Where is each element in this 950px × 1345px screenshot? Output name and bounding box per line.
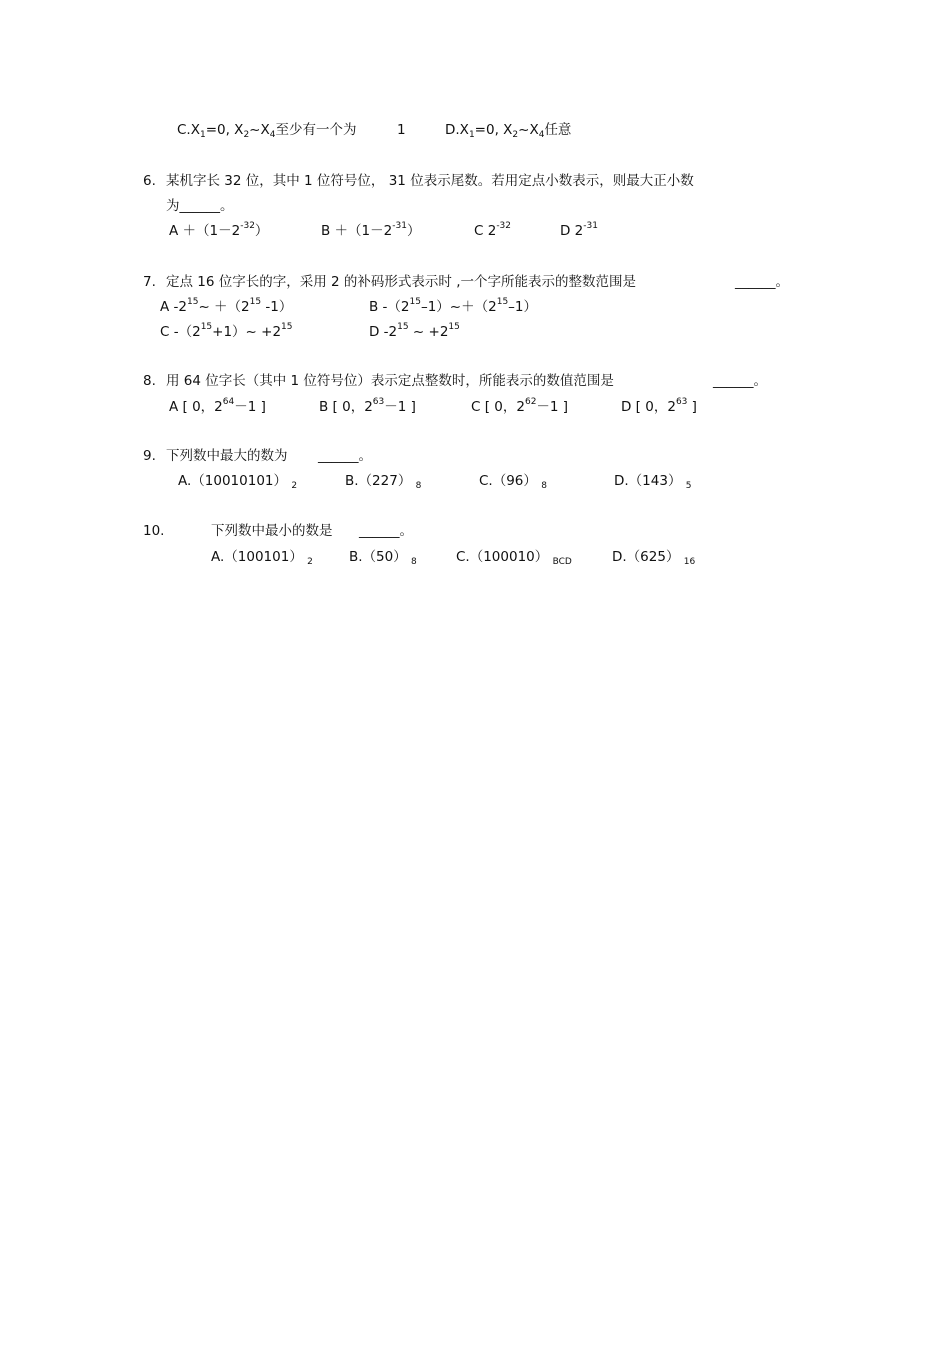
q10-option-d xyxy=(612,549,695,565)
q8-option-d xyxy=(621,399,697,415)
subscript: 8 xyxy=(415,481,422,491)
text: ） xyxy=(406,223,421,239)
text: A.（10010101） xyxy=(178,473,288,489)
text: D -2 xyxy=(369,324,398,340)
q6-option-b xyxy=(321,223,420,239)
text: D 2 xyxy=(560,223,584,239)
q9-option-a xyxy=(178,473,297,489)
text: 任意 xyxy=(544,122,572,138)
text: B.（50） xyxy=(349,549,407,565)
subscript: 1 xyxy=(468,130,475,140)
superscript: 15 xyxy=(187,297,199,307)
text: C.（96） xyxy=(479,473,537,489)
text: ） xyxy=(254,223,269,239)
q7-option-b xyxy=(369,299,537,315)
q8-option-a xyxy=(169,399,266,415)
subscript: 4 xyxy=(269,130,276,140)
text: –1） xyxy=(508,299,538,315)
text: –1）~＋（2 xyxy=(420,299,497,315)
text: B.（227） xyxy=(345,473,412,489)
q7-option-a xyxy=(160,299,292,315)
q9-option-b xyxy=(345,473,421,489)
q5-option-d xyxy=(445,122,571,138)
text: D.X xyxy=(445,122,469,138)
text: C [ 0，2 xyxy=(471,399,525,415)
text: -1） xyxy=(261,299,293,315)
text: =0, X xyxy=(205,122,244,138)
superscript: 63 xyxy=(675,397,688,407)
q9-blank: ______。 xyxy=(318,448,372,464)
text: =0, X xyxy=(474,122,513,138)
q7-number: 7. xyxy=(143,274,156,290)
superscript: 15 xyxy=(281,322,293,332)
q10-number: 10. xyxy=(143,523,165,539)
subscript: 16 xyxy=(683,557,696,567)
superscript: 15 xyxy=(448,322,460,332)
q8-number: 8. xyxy=(143,373,156,389)
text: －1 ] xyxy=(384,399,416,415)
superscript: -31 xyxy=(583,221,598,231)
text: C.（100010） xyxy=(456,549,549,565)
text: A -2 xyxy=(160,299,187,315)
q8-option-c xyxy=(471,399,568,415)
q7-option-c xyxy=(160,324,293,340)
q5-option-c xyxy=(177,122,356,138)
q6-option-c xyxy=(474,223,511,239)
q6-option-a xyxy=(169,223,268,239)
text: ] xyxy=(687,399,697,415)
superscript: 15 xyxy=(249,297,262,307)
text: B [ 0，2 xyxy=(319,399,373,415)
text: +1）~ +2 xyxy=(212,324,282,340)
text: D.（625） xyxy=(612,549,680,565)
subscript: 2 xyxy=(243,130,250,140)
superscript: -32 xyxy=(240,221,255,231)
subscript: 8 xyxy=(411,557,417,567)
text: A ＋（1－2 xyxy=(169,223,241,239)
subscript: 2 xyxy=(291,481,298,491)
q9-option-d xyxy=(614,473,692,489)
q9-text: 下列数中最大的数为 xyxy=(166,448,288,464)
superscript: 62 xyxy=(524,397,537,407)
q9-option-c xyxy=(479,473,547,489)
text: D.（143） xyxy=(614,473,682,489)
q10-option-b xyxy=(349,549,417,565)
q10-option-c xyxy=(456,549,572,565)
text: A.（100101） xyxy=(211,549,303,565)
subscript: BCD xyxy=(552,557,572,567)
q8-option-b xyxy=(319,399,416,415)
q6-text: 某机字长 32 位，其中 1 位符号位， 31 位表示尾数。若用定点小数表示，则最大正小数 xyxy=(166,173,694,189)
subscript: 2 xyxy=(512,130,519,140)
q10-blank: ______。 xyxy=(359,523,413,539)
text: ~ ＋（2 xyxy=(198,299,250,315)
superscript: 15 xyxy=(496,297,509,307)
text: C -（2 xyxy=(160,324,201,340)
q7-text: 定点 16 位字长的字，采用 2 的补码形式表示时 ,一个字所能表示的整数范围是 xyxy=(166,274,637,290)
q5-option-c-value: 1 xyxy=(397,122,406,138)
text: －1 ] xyxy=(536,399,569,415)
subscript: 1 xyxy=(199,130,206,140)
superscript: 15 xyxy=(397,322,409,332)
superscript: 64 xyxy=(222,397,235,407)
text: ~X xyxy=(249,122,270,138)
q6-number: 6. xyxy=(143,173,156,189)
q8-text: 用 64 位字长（其中 1 位符号位）表示定点整数时，所能表示的数值范围是 xyxy=(166,373,614,389)
text: B -（2 xyxy=(369,299,410,315)
text: ~X xyxy=(518,122,539,138)
subscript: 5 xyxy=(685,481,692,491)
superscript: 63 xyxy=(372,397,385,407)
superscript: 15 xyxy=(200,322,213,332)
superscript: -32 xyxy=(496,221,512,231)
text: D [ 0，2 xyxy=(621,399,676,415)
text: ~ +2 xyxy=(408,324,449,340)
subscript: 2 xyxy=(307,557,313,567)
text: －1 ] xyxy=(234,399,266,415)
text: 至少有一个为 xyxy=(275,122,357,138)
text: C.X xyxy=(177,122,200,138)
text: B ＋（1－2 xyxy=(321,223,393,239)
subscript: 8 xyxy=(541,481,547,491)
q9-number: 9. xyxy=(143,448,156,464)
text: C 2 xyxy=(474,223,497,239)
q10-option-a xyxy=(211,549,313,565)
q6-option-d xyxy=(560,223,598,239)
superscript: -31 xyxy=(392,221,407,231)
q7-option-d xyxy=(369,324,460,340)
q10-text: 下列数中最小的数是 xyxy=(211,523,333,539)
text: A [ 0，2 xyxy=(169,399,223,415)
q8-blank: ______。 xyxy=(713,373,767,389)
superscript: 15 xyxy=(409,297,421,307)
q7-blank: ______。 xyxy=(735,274,789,290)
subscript: 4 xyxy=(538,130,545,140)
q6-text-cont: 为______。 xyxy=(166,198,234,214)
